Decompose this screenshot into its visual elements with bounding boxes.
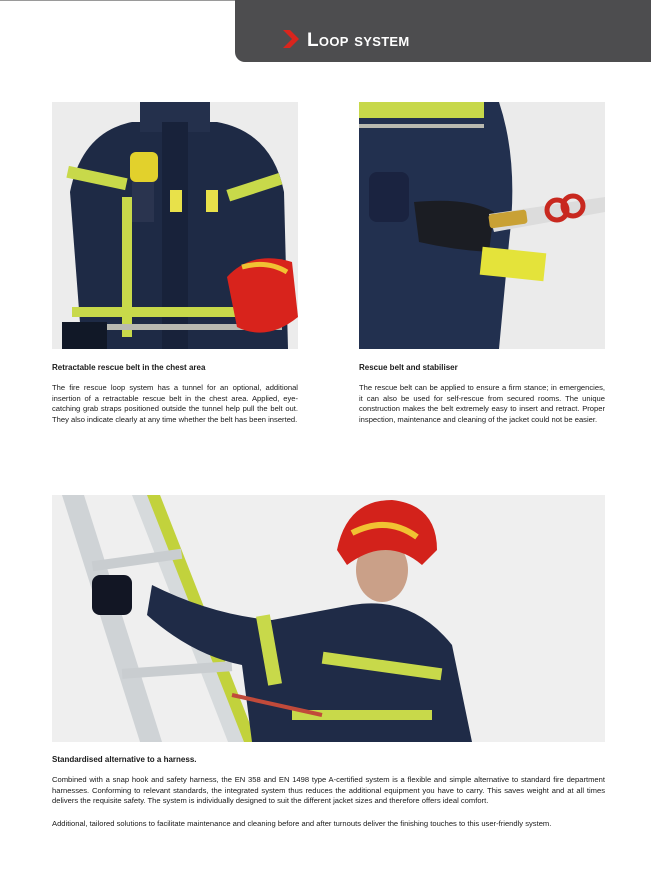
text-rescue-belt-stabiliser: The rescue belt can be applied to ensure a firm stance; in emergencies, it can also be used for self-rescue from secured rooms. The unique construction makes the belt extremely easy to insert and retract. Proper inspection, maintenance and cleaning of the jacket could not be easier. xyxy=(359,383,605,424)
photo-chest-rescue-belt xyxy=(52,102,298,349)
section-header-tab xyxy=(235,0,651,62)
top-rule xyxy=(0,0,236,1)
page-title: Loop system xyxy=(307,30,410,51)
text-standardised-alternative-2: Additional, tailored solutions to facilitate maintenance and cleaning before and after turnouts deliver the finishing touches to this user-friendly system. xyxy=(52,819,552,828)
chevron-right-icon xyxy=(283,30,299,48)
photo-ladder-harness xyxy=(52,495,605,742)
caption-rescue-belt-stabiliser: Rescue belt and stabiliser xyxy=(359,363,458,372)
photo-rescue-belt-stabiliser xyxy=(359,102,605,349)
text-standardised-alternative-1: Combined with a snap hook and safety harness, the EN 358 and EN 1498 type A-certified system is a flexible and simple alternative to standard fire department harnesses. Conforming to relevant standards, the integrated system thus reduces the additional equipment you have to carry. This saves weight and at all times delivers the requisite safety. The system is individually designed to suit the different jacket sizes and therefore offers ideal comfort. xyxy=(52,775,605,806)
caption-chest-rescue-belt: Retractable rescue belt in the chest area xyxy=(52,363,206,372)
caption-standardised-alternative: Standardised alternative to a harness. xyxy=(52,755,197,764)
text-chest-rescue-belt: The fire rescue loop system has a tunnel for an optional, additional insertion of a retractable rescue belt in the chest area. Applied, eye-catching grab straps positioned outside the tunnel help pull the belt out. They also indicate clearly at any time whether the belt has been inserted. xyxy=(52,383,298,424)
